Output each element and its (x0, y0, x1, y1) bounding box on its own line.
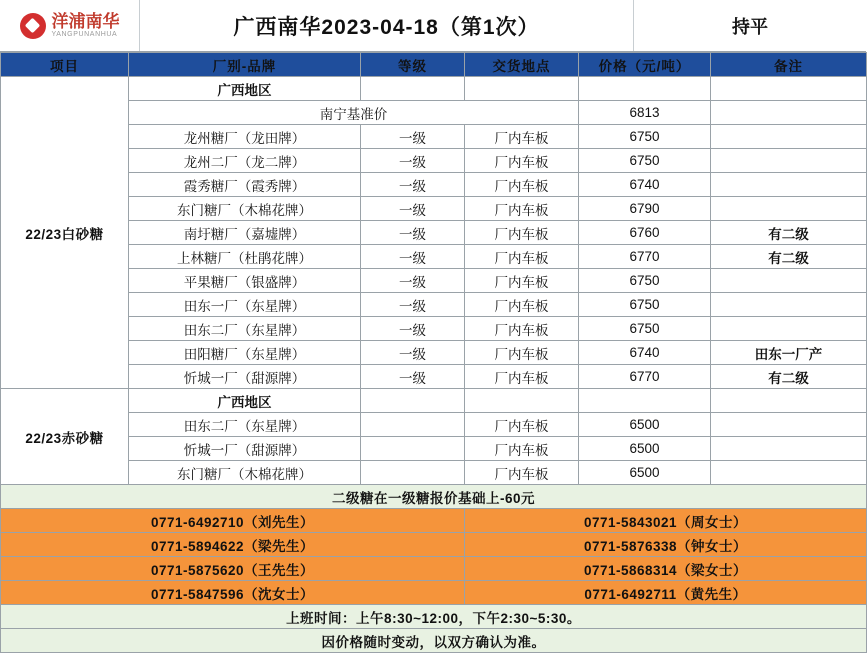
logo-chinese-name: 洋浦南华 (51, 11, 120, 31)
col-header-note: 备注 (711, 53, 867, 77)
brand-cell: 田阳糖厂（东星牌） (129, 341, 361, 365)
note-cell (711, 293, 867, 317)
place-cell: 厂内车板 (465, 245, 579, 269)
table-row (1, 125, 867, 149)
col-header-grade: 等级 (361, 53, 465, 77)
price-cell: 6500 (579, 461, 711, 485)
place-cell: 厂内车板 (465, 461, 579, 485)
price-cell: 6770 (579, 365, 711, 389)
footer-row (1, 605, 867, 629)
region-label: 广西地区 (129, 389, 361, 413)
brand-cell: 平果糖厂（银盛牌） (129, 269, 361, 293)
brand-cell: 忻城一厂（甜源牌） (129, 437, 361, 461)
grade-cell: 一级 (361, 269, 465, 293)
table-row (1, 101, 867, 125)
price-cell: 6750 (579, 125, 711, 149)
contact-row (1, 581, 867, 605)
table-row (1, 365, 867, 389)
brand-cell: 田东一厂（东星牌） (129, 293, 361, 317)
contact-row (1, 557, 867, 581)
page-title: 广西南华2023-04-18（第1次） (140, 0, 634, 51)
table-row (1, 317, 867, 341)
brand-cell: 龙州二厂（龙二牌） (129, 149, 361, 173)
sheet-header (0, 0, 866, 52)
table-row (1, 77, 867, 101)
grade-cell: 一级 (361, 173, 465, 197)
logo-english-name: YANGPUNANHUA (51, 30, 118, 38)
brand-cell: 东门糖厂（木棉花牌） (129, 197, 361, 221)
note-cell (711, 77, 867, 101)
price-trend-label: 持平 (732, 16, 768, 37)
note-cell (711, 413, 867, 437)
place-cell: 厂内车板 (465, 173, 579, 197)
brand-cell: 上林糖厂（杜鹃花牌） (129, 245, 361, 269)
grade-cell: 一级 (361, 317, 465, 341)
note-cell (711, 437, 867, 461)
brand-cell: 霞秀糖厂（霞秀牌） (129, 173, 361, 197)
note-cell: 田东一厂产 (711, 341, 867, 365)
price-cell: 6750 (579, 269, 711, 293)
note-cell (711, 149, 867, 173)
grade-cell: 一级 (361, 125, 465, 149)
logo-text (52, 13, 120, 38)
note-cell (711, 269, 867, 293)
basis-price-label: 南宁基准价 (129, 101, 579, 125)
contact-left[interactable]: 0771-5847596（沈女士） (1, 581, 465, 605)
contact-left[interactable]: 0771-6492710（刘先生） (1, 509, 465, 533)
price-cell: 6500 (579, 437, 711, 461)
table-header-row (1, 53, 867, 77)
contact-left[interactable]: 0771-5894622（梁先生） (1, 533, 465, 557)
note-cell (711, 125, 867, 149)
region-label: 广西地区 (129, 77, 361, 101)
place-cell: 厂内车板 (465, 197, 579, 221)
place-cell: 厂内车板 (465, 341, 579, 365)
place-cell: 厂内车板 (465, 317, 579, 341)
note-cell: 有二级 (711, 365, 867, 389)
price-cell: 6760 (579, 221, 711, 245)
brand-cell: 田东二厂（东星牌） (129, 413, 361, 437)
grade-cell: 一级 (361, 341, 465, 365)
place-cell: 厂内车板 (465, 269, 579, 293)
basis-price-value: 6813 (579, 101, 711, 125)
place-cell: 厂内车板 (465, 125, 579, 149)
place-cell: 厂内车板 (465, 149, 579, 173)
table-row (1, 221, 867, 245)
section-item-white-sugar: 22/23白砂糖 (1, 77, 129, 389)
contact-right[interactable]: 0771-5868314（梁女士） (465, 557, 867, 581)
contact-right[interactable]: 0771-5843021（周女士） (465, 509, 867, 533)
col-header-price: 价格（元/吨） (579, 53, 711, 77)
price-cell: 6750 (579, 149, 711, 173)
note-cell (711, 317, 867, 341)
contact-row (1, 509, 867, 533)
table-row (1, 341, 867, 365)
brand-cell: 东门糖厂（木棉花牌） (129, 461, 361, 485)
grade-cell: 一级 (361, 197, 465, 221)
table-row (1, 389, 867, 413)
place-cell: 厂内车板 (465, 437, 579, 461)
price-cell: 6740 (579, 341, 711, 365)
contact-right[interactable]: 0771-6492711（黄先生） (465, 581, 867, 605)
company-logo (0, 0, 140, 51)
note-cell (711, 389, 867, 413)
place-cell: 厂内车板 (465, 365, 579, 389)
table-row (1, 293, 867, 317)
place-cell: 厂内车板 (465, 293, 579, 317)
place-cell: 厂内车板 (465, 221, 579, 245)
contact-right[interactable]: 0771-5876338（钟女士） (465, 533, 867, 557)
grade-cell (361, 413, 465, 437)
notice-row (1, 485, 867, 509)
col-header-place: 交货地点 (465, 53, 579, 77)
section-item-brown-sugar: 22/23赤砂糖 (1, 389, 129, 485)
grade-cell: 一级 (361, 245, 465, 269)
place-cell (465, 389, 579, 413)
brand-cell: 田东二厂（东星牌） (129, 317, 361, 341)
grade-discount-notice: 二级糖在一级糖报价基础上-60元 (1, 485, 867, 509)
grade-cell: 一级 (361, 365, 465, 389)
price-cell (579, 389, 711, 413)
price-disclaimer-note: 因价格随时变动，以双方确认为准。 (1, 629, 867, 653)
price-cell: 6770 (579, 245, 711, 269)
note-cell: 有二级 (711, 245, 867, 269)
table-row (1, 197, 867, 221)
grade-cell: 一级 (361, 293, 465, 317)
price-cell (579, 77, 711, 101)
flower-logo-icon (20, 13, 46, 39)
footer-row (1, 629, 867, 653)
price-cell: 6500 (579, 413, 711, 437)
price-cell: 6750 (579, 293, 711, 317)
brand-cell: 忻城一厂（甜源牌） (129, 365, 361, 389)
grade-cell (361, 77, 465, 101)
grade-cell (361, 461, 465, 485)
table-row (1, 269, 867, 293)
contact-left[interactable]: 0771-5875620（王先生） (1, 557, 465, 581)
grade-cell: 一级 (361, 221, 465, 245)
contact-row (1, 533, 867, 557)
note-cell (711, 461, 867, 485)
note-cell (711, 101, 867, 125)
place-cell: 厂内车板 (465, 413, 579, 437)
col-header-item: 项目 (1, 53, 129, 77)
col-header-brand: 厂别-品牌 (129, 53, 361, 77)
table-row (1, 413, 867, 437)
grade-cell (361, 437, 465, 461)
note-cell: 有二级 (711, 221, 867, 245)
price-table (0, 52, 867, 653)
table-row (1, 461, 867, 485)
business-hours-note: 上班时间：上午8:30~12:00，下午2:30~5:30。 (1, 605, 867, 629)
brand-cell: 南圩糖厂（嘉墟牌） (129, 221, 361, 245)
price-cell: 6750 (579, 317, 711, 341)
table-row (1, 437, 867, 461)
table-row (1, 149, 867, 173)
price-cell: 6740 (579, 173, 711, 197)
price-cell: 6790 (579, 197, 711, 221)
note-cell (711, 197, 867, 221)
place-cell (465, 77, 579, 101)
note-cell (711, 173, 867, 197)
brand-cell: 龙州糖厂（龙田牌） (129, 125, 361, 149)
table-row (1, 173, 867, 197)
grade-cell (361, 389, 465, 413)
grade-cell: 一级 (361, 149, 465, 173)
table-row (1, 245, 867, 269)
